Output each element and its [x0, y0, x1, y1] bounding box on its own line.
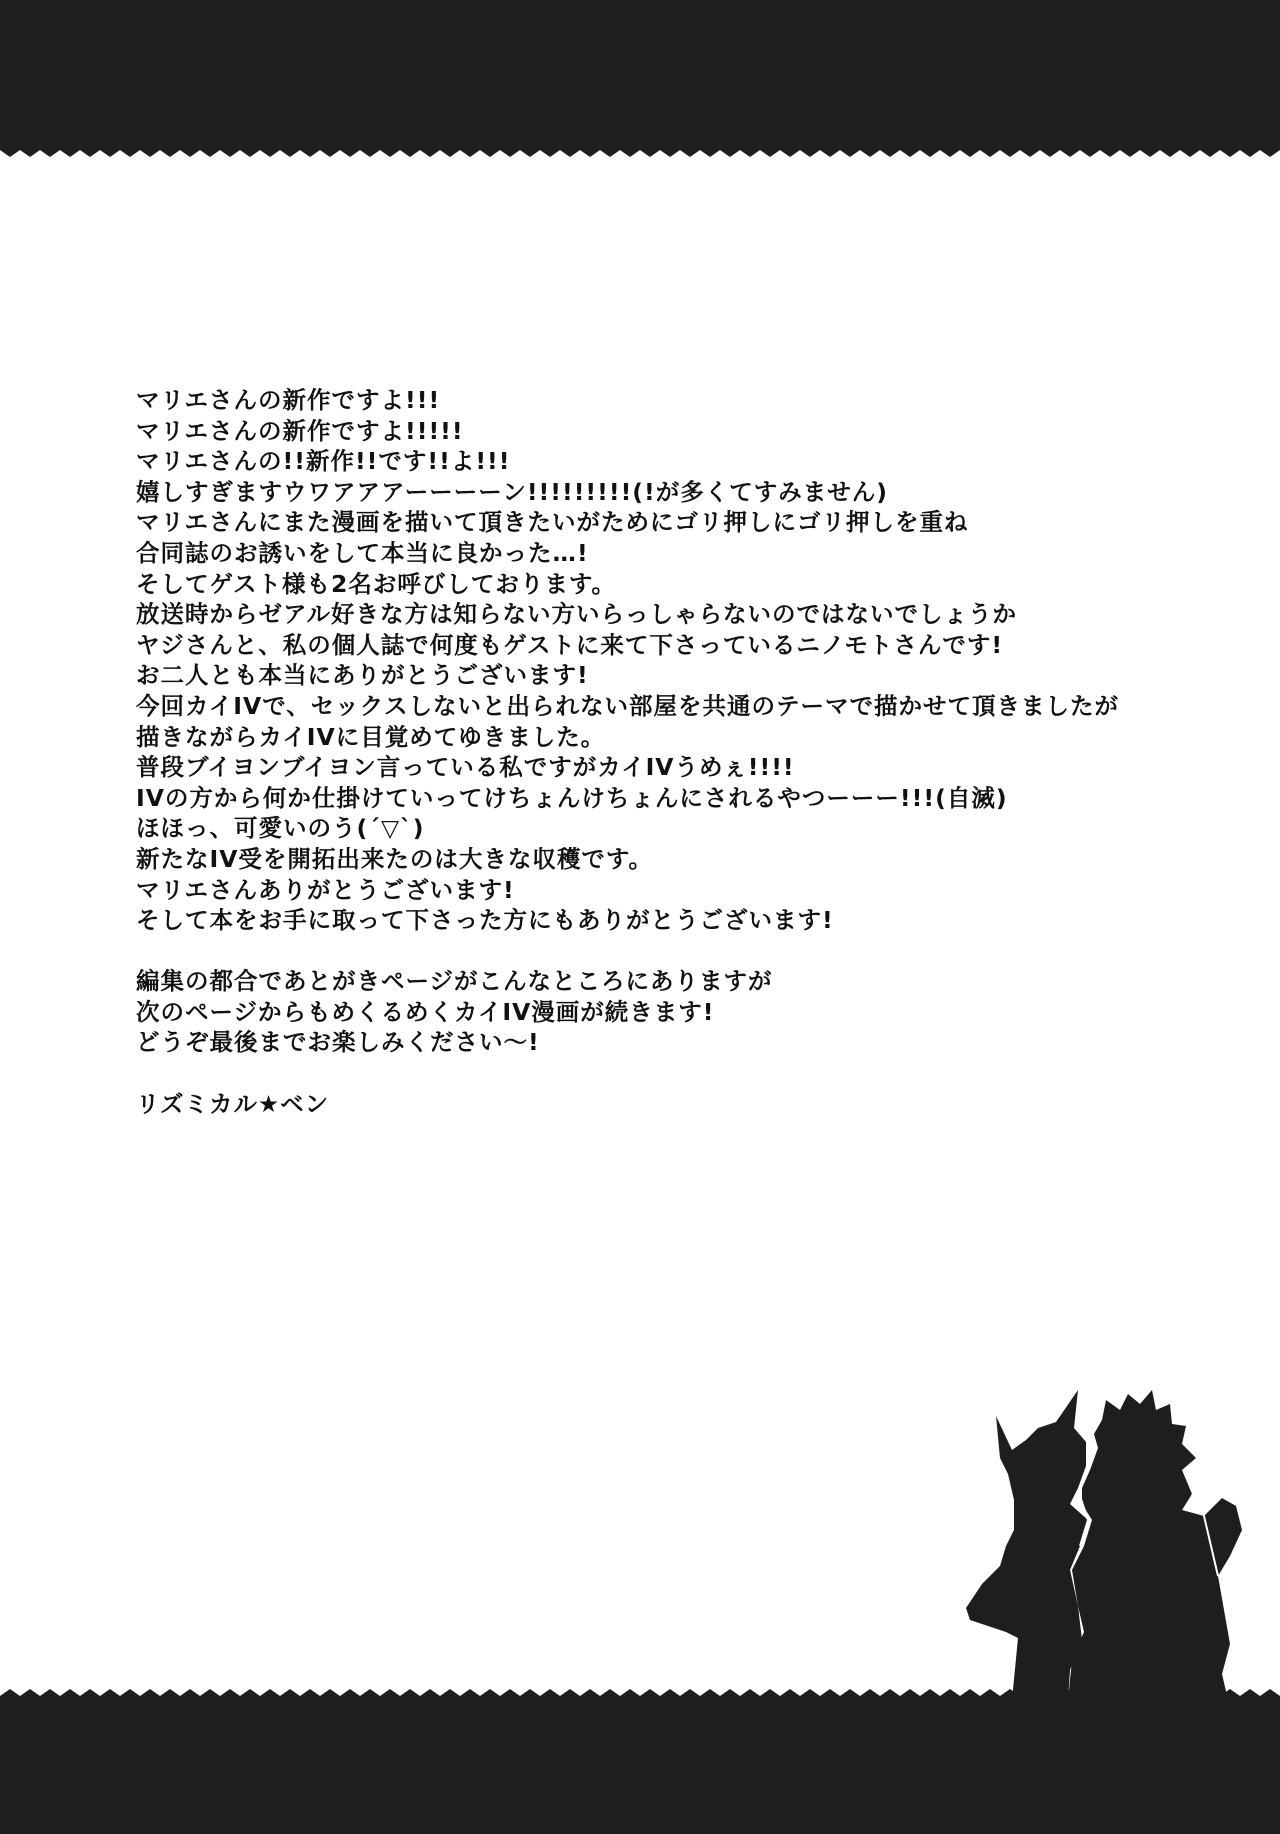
- bottom-band-zigzag: [0, 1684, 1280, 1834]
- paragraph-gap: [136, 1058, 1136, 1089]
- text-line: 合同誌のお誘いをして本当に良かった…!: [136, 538, 589, 567]
- text-line: マリエさんの新作ですよ!!!!!: [136, 416, 464, 445]
- text-line: マリエさんにまた漫画を描いて頂きたいがためにゴリ押しにゴリ押しを重ね: [136, 508, 969, 537]
- bottom-decorative-band: [0, 1684, 1280, 1834]
- text-line: IVの方から何か仕掛けていってけちょんけちょんにされるやつーーー!!!(自滅): [136, 783, 1008, 812]
- text-line: 次のページからもめくるめくカイIV漫画が続きます!: [136, 997, 715, 1026]
- text-line: そしてゲスト様も2名お呼びしております。: [136, 569, 617, 598]
- paragraph-gap: [136, 936, 1136, 967]
- text-line: 放送時からゼアル好きな方は知らない方いらっしゃらないのではないでしょうか: [136, 600, 1018, 629]
- text-line: そして本をお手に取って下さった方にもありがとうございます!: [136, 906, 834, 935]
- text-line: どうぞ最後までお楽しみください〜!: [136, 1028, 540, 1057]
- text-line: 嬉しすぎますウワアアアーーーーン!!!!!!!!!(!が多くてすみません): [136, 477, 888, 506]
- afterword-text: [136, 385, 1136, 1119]
- text-line: 今回カイIVで、セックスしないと出られない部屋を共通のテーマで描かせて頂きましたが: [136, 691, 1120, 720]
- afterword-paragraph-2: [136, 966, 1136, 1058]
- text-line: 普段ブイヨンブイヨン言っている私ですがカイIVうめぇ!!!!: [136, 753, 795, 782]
- two-characters-silhouette-icon: [960, 1370, 1280, 1700]
- author-signature: リズミカル★ベン: [136, 1089, 330, 1118]
- text-line: マリエさんの新作ですよ!!!: [136, 386, 441, 414]
- top-decorative-band: [0, 0, 1280, 170]
- text-line: お二人とも本当にありがとうございます!: [136, 661, 589, 690]
- afterword-paragraph-1: [136, 385, 1136, 936]
- text-line: 新たなIV受を開拓出来たのは大きな収穫です。: [136, 844, 654, 873]
- text-line: 編集の都合であとがきページがこんなところにありますが: [136, 967, 773, 996]
- text-line: 描きながらカイIVに目覚めてゆきました。: [136, 722, 606, 751]
- text-line: マリエさんの!!新作!!です!!よ!!!: [136, 447, 511, 476]
- text-line: マリエさんありがとうございます!: [136, 875, 515, 904]
- text-line: ヤジさんと、私の個人誌で何度もゲストに来て下さっているニノモトさんです!: [136, 630, 1004, 659]
- top-band-zigzag: [0, 0, 1280, 170]
- text-line: ほほっ、可愛いのう(´▽`): [136, 814, 425, 843]
